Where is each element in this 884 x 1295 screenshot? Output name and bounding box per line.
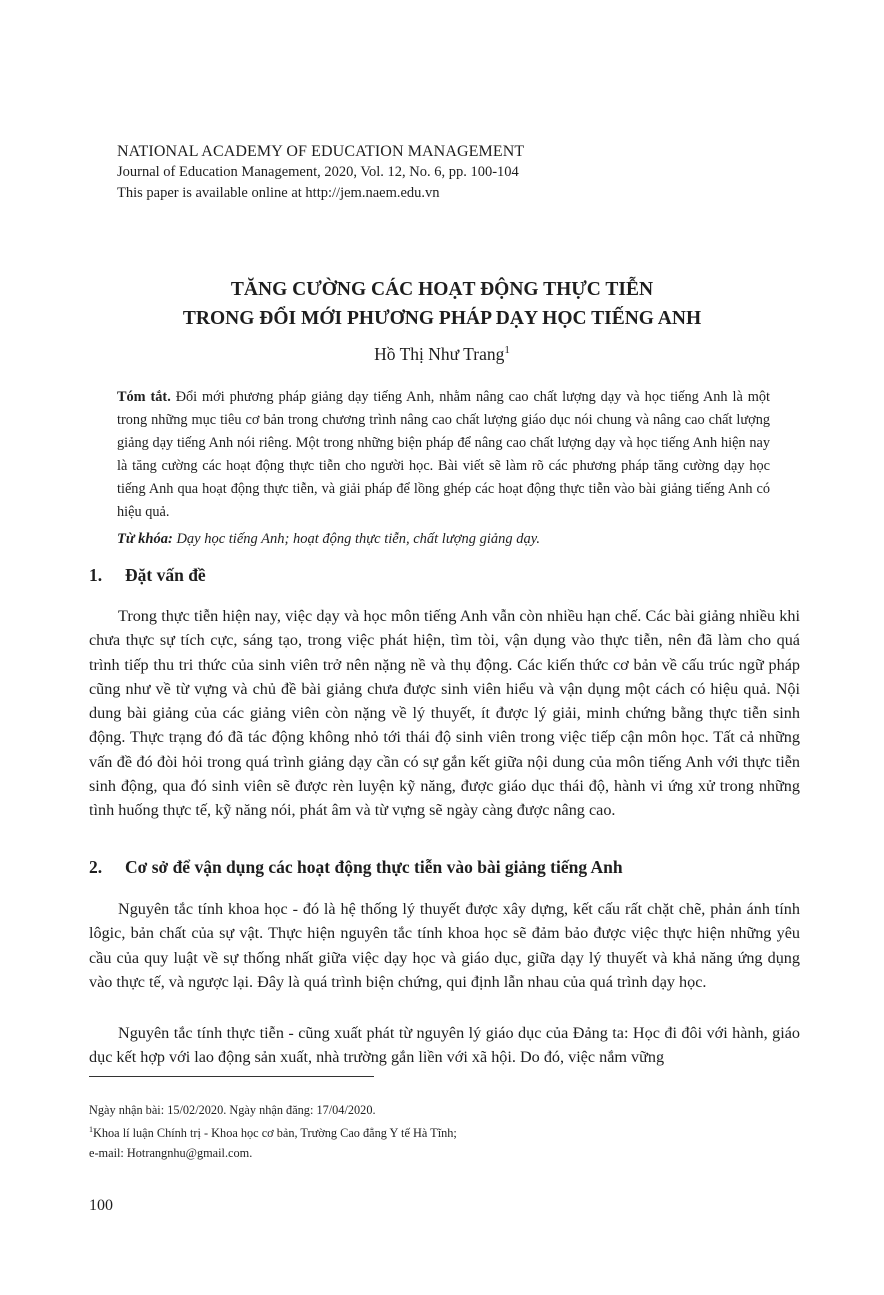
footnote-divider [89, 1076, 374, 1077]
paragraph: Nguyên tắc tính khoa học - đó là hệ thống lý thuyết được xây dựng, kết cấu rất chặt chẽ, phản ánh tính lôgic, bản chất của sự vật. Thực hiện nguyên tắc tính khoa học sẽ đảm bảo được việc thực hiện những yêu cầu của quy luật về sự thống nhất giữa việc dạy học và giáo dục, giữa dạy lý thuyết và khả năng ứng dụng vào thực tế, và ngược lại. Đây là quá trình biện chứng, qui định lẫn nhau của quá trình dạy học. [89, 900, 800, 991]
section-title: Đặt vấn đề [125, 565, 206, 585]
section-heading-1 [89, 565, 206, 586]
institution-name: NATIONAL ACADEMY OF EDUCATION MANAGEMENT [117, 143, 525, 160]
keywords [117, 531, 770, 548]
section-heading-2 [89, 857, 623, 878]
section-number: 2. [89, 857, 103, 877]
paragraph: Trong thực tiễn hiện nay, việc dạy và học môn tiếng Anh vẫn còn nhiều hạn chế. Các bài giảng nhiều khi chưa thực sự tích cực, sáng tạo, trong việc phát hiện, tìm tòi, vận dụng vào thực tiễn, nên đã làm cho quá trình tiếp thu tri thức của sinh viên trở nên nặng nề và thụ động. Các kiến thức cơ bản về cấu trúc ngữ pháp cũng như về từ vựng và chủ đề bài giảng chưa được sinh viên hiểu và vận dụng một cách có hiệu quả. Nội dung bài giảng của các giảng viên còn nặng về lý thuyết, ít được lý giải, minh chứng bằng thực tiễn sinh động. Thực trạng đó đã tác động không nhỏ tới thái độ sinh viên trong việc tiếp cận môn học. Tất cả những vấn đề đó đòi hỏi trong quá trình giảng dạy cần có sự gắn kết giữa nội dung của môn tiếng Anh với thực tiễn sinh động, qua đó sinh viên sẽ được rèn luyện kỹ năng, được giáo dục thái độ, hành vi ứng xử trong những tình huống thực tế, kỹ năng nói, phát âm và từ vựng sẽ ngày càng được nâng cao. [89, 607, 800, 820]
affiliation-text: Khoa lí luận Chính trị - Khoa học cơ bản, Trường Cao đẳng Y tế Hà Tĩnh; [93, 1126, 457, 1141]
section-title: Cơ sở để vận dụng các hoạt động thực tiễn vào bài giảng tiếng Anh [125, 857, 623, 877]
availability-line: This paper is available online at http://jem.naem.edu.vn [117, 185, 440, 201]
author-name: Hồ Thị Như Trang [374, 344, 505, 364]
abstract [117, 386, 770, 524]
section-number: 1. [89, 565, 103, 585]
title-line-1: TĂNG CƯỜNG CÁC HOẠT ĐỘNG THỰC TIỄN [230, 279, 654, 300]
author-affiliation-mark: 1 [504, 344, 510, 357]
email-line: e-mail: Hotrangnhu@gmail.com. [89, 1146, 253, 1161]
keywords-label: Từ khóa: [117, 531, 173, 547]
page-number: 100 [89, 1197, 113, 1214]
received-dates: Ngày nhận bài: 15/02/2020. Ngày nhận đăng: 17/04/2020. [89, 1103, 376, 1117]
abstract-label: Tóm tắt. [117, 389, 171, 405]
paragraph: Nguyên tắc tính thực tiễn - cũng xuất phát từ nguyên lý giáo dục của Đảng ta: Học đi đôi với hành, giáo dục kết hợp với lao động sản xuất, nhà trường gắn liền với xã hội. Do đó, việc nắm vững [89, 1024, 800, 1067]
footnotes [89, 1100, 457, 1163]
journal-header [117, 141, 524, 204]
title-line-2: TRONG ĐỔI MỚI PHƯƠNG PHÁP DẠY HỌC TIẾNG ANH [182, 308, 702, 329]
author [0, 344, 884, 365]
paper-title [0, 275, 884, 333]
journal-citation: Journal of Education Management, 2020, Vol. 12, No. 6, pp. 100-104 [117, 164, 519, 180]
keywords-text: Dạy học tiếng Anh; hoạt động thực tiễn, chất lượng giảng dạy. [172, 531, 541, 547]
affiliation-footnote [89, 1120, 457, 1143]
abstract-text: Đổi mới phương pháp giảng dạy tiếng Anh, nhằm nâng cao chất lượng dạy và học tiếng Anh là một trong những mục tiêu cơ bản trong chương trình nâng cao chất lượng giáo dục nói chung và nâng cao chất lượng giảng dạy tiếng Anh nói riêng. Một trong những biện pháp để nâng cao chất lượng dạy và học tiếng Anh hiện nay là tăng cường các hoạt động thực tiễn cho người học. Bài viết sẽ làm rõ các phương pháp tăng cường dạy học tiếng Anh qua hoạt động thực tiễn, và giải pháp để lồng ghép các hoạt động thực tiễn vào bài giảng tiếng Anh có hiệu quả. [117, 389, 770, 520]
footnote-mark: 1 [89, 1125, 93, 1134]
